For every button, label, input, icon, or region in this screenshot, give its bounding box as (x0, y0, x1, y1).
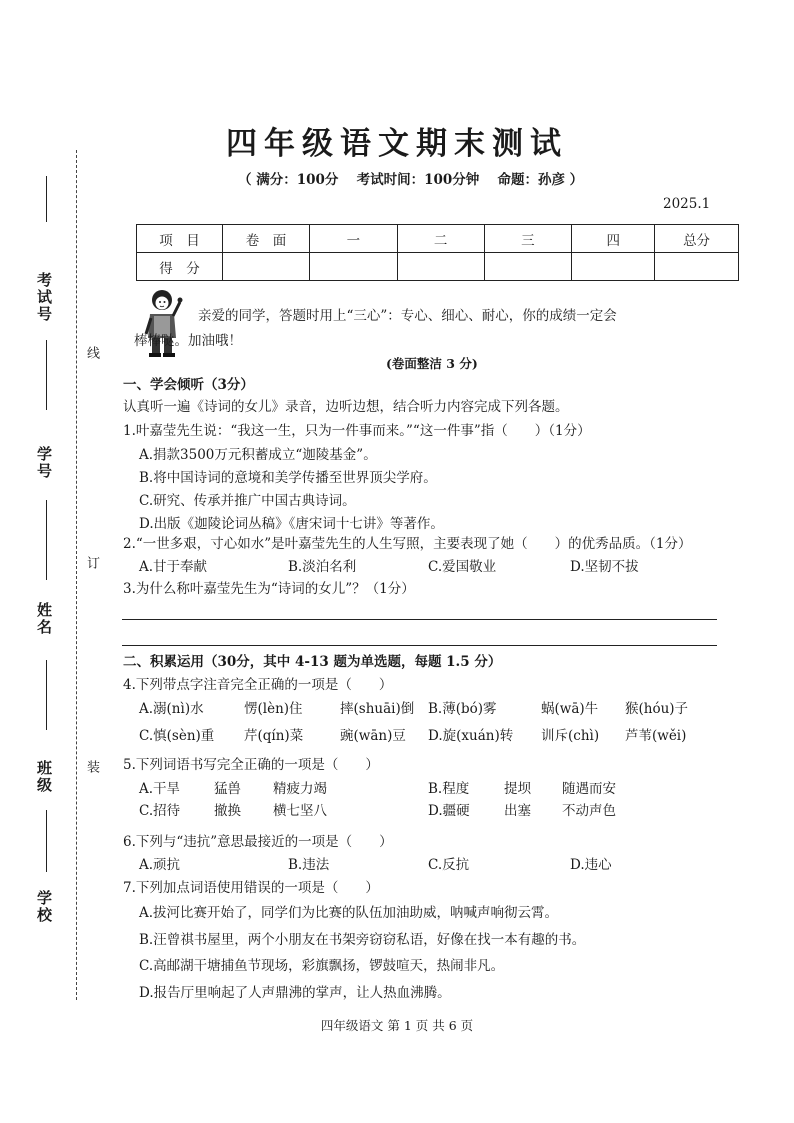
student-no-label: 学号 (35, 446, 53, 480)
exam-date: 2025.1 (663, 196, 711, 212)
q1-option-d: D.出版《迦陵论词丛稿》《唐宋词十七讲》等著作。 (139, 516, 444, 532)
q7-option-b: B.汪曾祺书屋里，两个小朋友在书架旁窃窃私语，好像在找一本有趣的书。 (139, 932, 586, 948)
q6-option-d: D.违心 (570, 857, 612, 873)
name-label: 姓名 (35, 602, 53, 636)
q5-option-c-1: C.招待 (139, 803, 181, 819)
intro-line-1: 亲爱的同学，答题时用上“三心”：专心、细心、耐心，你的成绩一定会 (198, 308, 617, 324)
q4-option-c-2: 芹(qín)菜 (244, 728, 304, 744)
score-input-cell[interactable] (223, 253, 310, 281)
score-input-cell[interactable] (572, 253, 655, 281)
q4-option-c-3: 豌(wān)豆 (340, 728, 406, 744)
q6-option-b: B.违法 (288, 857, 330, 873)
q7-option-a: A.拔河比赛开始了，同学们为比赛的队伍加油助威，呐喊声响彻云霄。 (139, 905, 559, 921)
q5-option-d-1: D.疆硬 (428, 803, 470, 819)
q5-option-a-3: 精疲力竭 (273, 781, 327, 797)
score-header-cell: 总分 (655, 225, 739, 253)
q4-option-b-3: 猴(hóu)子 (625, 701, 689, 717)
question-6: 6.下列与“违抗”意思最接近的一项是（ ） (123, 834, 393, 850)
binding-dashed-line (76, 150, 77, 1000)
q5-option-b-2: 提坝 (504, 781, 531, 797)
q2-option-c: C.爱国敬业 (428, 559, 497, 575)
question-1: 1.叶嘉莹先生说：“我这一生，只为一件事而来。”“这一件事”指（ ）（1分） (123, 423, 591, 439)
q3-answer-line[interactable] (122, 619, 717, 620)
school-line (46, 810, 47, 872)
q5-option-d-2: 出塞 (504, 803, 531, 819)
q4-option-a-1: A.溺(nì)水 (139, 701, 204, 717)
q3-answer-line[interactable] (122, 645, 717, 646)
score-table (136, 224, 739, 281)
question-3: 3.为什么称叶嘉莹先生为“诗词的女儿”？（1分） (123, 581, 415, 597)
section1-heading: 一、学会倾听（3分） (123, 377, 254, 393)
q4-option-a-2: 愣(lèn)住 (244, 701, 303, 717)
exam-info: （ 满分：100分 考试时间：100分钟 命题：孙彦 ） (238, 172, 584, 188)
score-header-cell: 项 目 (137, 225, 223, 253)
q7-option-c: C.高邮湖干塘捕鱼节现场，彩旗飘扬，锣鼓喧天，热闹非凡。 (139, 958, 505, 974)
class-line (46, 660, 47, 730)
score-value-row (137, 253, 739, 281)
q4-option-d-3: 芦苇(wěi) (625, 728, 687, 744)
q4-option-a-3: 摔(shuāi)倒 (340, 701, 415, 717)
q2-option-b: B.淡泊名利 (288, 559, 357, 575)
neatness-note: (卷面整洁 3 分) (386, 356, 478, 371)
intro-line-2: 棒棒哒。加油哦！ (134, 333, 242, 349)
q1-option-c: C.研究、传承并推广中国古典诗词。 (139, 493, 356, 509)
question-5: 5.下列词语书写完全正确的一项是（ ） (123, 757, 379, 773)
question-2: 2.“一世多艰，寸心如水”是叶嘉莹先生的人生写照，主要表现了她（ ）的优秀品质。（1分） (123, 536, 692, 552)
score-row-label: 得 分 (137, 253, 223, 281)
q2-option-a: A.甘于奉献 (139, 559, 208, 575)
question-4: 4.下列带点字注音完全正确的一项是（ ） (123, 677, 393, 693)
mark-line: 线 (84, 346, 99, 359)
q5-option-c-3: 横七坚八 (273, 803, 327, 819)
student-no-line (46, 340, 47, 410)
score-input-cell[interactable] (310, 253, 398, 281)
class-label: 班级 (35, 760, 53, 794)
q5-option-d-3: 不动声色 (562, 803, 616, 819)
question-7: 7.下列加点词语使用错误的一项是（ ） (123, 880, 379, 896)
school-label: 学校 (35, 890, 53, 924)
mark-pack: 装 (84, 760, 99, 773)
q6-option-c: C.反抗 (428, 857, 470, 873)
exam-no-line (46, 176, 47, 222)
q5-option-c-2: 撤换 (214, 803, 241, 819)
q5-option-b-3: 随遇而安 (562, 781, 616, 797)
q4-option-d-2: 训斥(chì) (541, 728, 600, 744)
score-header-cell: 三 (484, 225, 572, 253)
score-input-cell[interactable] (655, 253, 739, 281)
q5-option-a-2: 猛兽 (214, 781, 241, 797)
score-header-cell: 二 (397, 225, 484, 253)
cartoon-student-illustration (142, 288, 186, 360)
score-input-cell[interactable] (397, 253, 484, 281)
section1-instruction: 认真听一遍《诗词的女儿》录音，边听边想，结合听力内容完成下列各题。 (123, 399, 569, 415)
score-header-cell: 一 (310, 225, 398, 253)
q7-option-d: D.报告厅里响起了人声鼎沸的掌声，让人热血沸腾。 (139, 985, 451, 1001)
page-title: 四年级语文期末测试 (226, 126, 568, 162)
q5-option-a-1: A.干旱 (139, 781, 181, 797)
q4-option-b-1: B.薄(bó)雾 (428, 701, 497, 717)
q4-option-b-2: 蜗(wā)牛 (541, 701, 599, 717)
q1-option-a: A.捐款3500万元积蓄成立“迦陵基金”。 (139, 447, 377, 463)
q1-option-b: B.将中国诗词的意境和美学传播至世界顶尖学府。 (139, 470, 437, 486)
score-header-row (137, 225, 739, 253)
name-line (46, 500, 47, 580)
q4-option-c-1: C.慎(sèn)重 (139, 728, 215, 744)
page-footer: 四年级语文 第 1 页 共 6 页 (320, 1018, 474, 1033)
score-input-cell[interactable] (484, 253, 572, 281)
q4-option-d-1: D.旋(xuán)转 (428, 728, 514, 744)
q6-option-a: A.顽抗 (139, 857, 181, 873)
q2-option-d: D.坚韧不拔 (570, 559, 639, 575)
exam-no-label: 考试号 (35, 272, 53, 323)
q5-option-b-1: B.程度 (428, 781, 470, 797)
score-header-cell: 卷 面 (223, 225, 310, 253)
section2-heading: 二、积累运用（30分，其中 4-13 题为单选题，每题 1.5 分） (123, 654, 502, 670)
mark-bind: 订 (84, 556, 99, 569)
score-header-cell: 四 (572, 225, 655, 253)
